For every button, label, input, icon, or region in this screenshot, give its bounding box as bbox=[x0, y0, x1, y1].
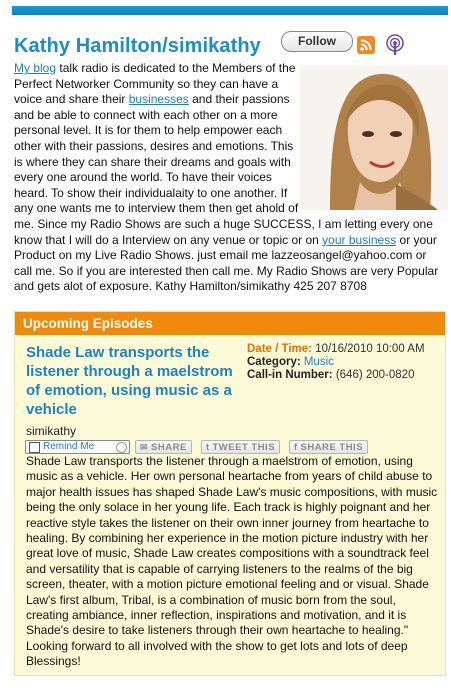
category-link[interactable]: Music bbox=[303, 356, 334, 368]
host-name: Kathy Hamilton/simikathy bbox=[14, 35, 261, 57]
episodes-header: Upcoming Episodes bbox=[15, 312, 445, 335]
upcoming-episodes-panel bbox=[14, 311, 446, 676]
follow-button[interactable]: Follow bbox=[281, 31, 353, 52]
episode-meta bbox=[247, 343, 442, 382]
twitter-icon: t bbox=[206, 442, 210, 452]
host-bio bbox=[14, 61, 446, 295]
remind-label: Remind Me bbox=[43, 441, 95, 452]
rss-icon[interactable] bbox=[357, 36, 375, 54]
profile-header bbox=[14, 33, 448, 61]
callin-label: Call-in Number: bbox=[247, 369, 333, 381]
episode-host[interactable]: simikathy bbox=[26, 424, 77, 438]
category-label: Category: bbox=[247, 356, 301, 368]
bio-text: and their passions and be able to connect with each other on a more personal level. It is for them to help empower each other with their passions, desires and emotions. This is where they can share their dreams and goals with every one around the world. To have their voices heard. To show their individualaity to one another. If any one wants me to interview them then get ahold of me. Since my Radio Shows are such a huge SUCCESS, I am letting every one know that I will do a Interview on any venue or topic or on bbox=[14, 92, 433, 247]
bio-text: talk radio is dedicated to the Members of the Perfect Networker Community so they can have a voice and share their bbox=[14, 61, 296, 107]
top-bar bbox=[12, 6, 448, 15]
date-label: Date / Time: bbox=[247, 343, 312, 355]
remind-me-button[interactable] bbox=[25, 440, 130, 454]
share-button[interactable] bbox=[135, 440, 192, 454]
episode-description: Shade Law transports the listener through a maelstrom of emotion, using music as a vehicle. Her own personal heartache from years of child abuse to major health issues has shaped Shade Law's music compositions, with music being the only solace in her young life. Each track is highly poignant and her reactive style takes the listener on their own inner journey from heartache to healing. By combining her experience in the motion picture industry with her great love of music, Shade Law creates compositions with a soundtrack feel and versatility that is capable of carrying listeners to the realms of the big screen, theater, with a motion picture emotional feeling and or visual. Shade Law's first album, Tribal, is a combination of music born from the soul, creating ambiance, inner reflection, inspirations and motivation, and it is Shade's desire to take listeners through their own heartache to healing." Looking forward to all involved with the show to get lots and lots of deep Blessings! bbox=[26, 454, 438, 669]
callin-number: (646) 200-0820 bbox=[335, 369, 415, 381]
clock-icon bbox=[116, 442, 127, 453]
your-business-link[interactable]: your business bbox=[322, 232, 397, 247]
tweet-label: TWEET THIS bbox=[212, 442, 276, 453]
episode-title-link[interactable]: Shade Law transports the listener through a maelstrom of emotion, using music as a vehicle bbox=[26, 344, 233, 418]
remind-checkbox[interactable] bbox=[29, 442, 40, 453]
businesses-link[interactable]: businesses bbox=[128, 92, 189, 107]
date-value: 10/16/2010 10:00 AM bbox=[315, 343, 425, 355]
facebook-icon: f bbox=[294, 442, 298, 452]
facebook-share-label: SHARE THIS bbox=[300, 442, 364, 453]
bio-text: or your Product on my Live Radio Shows. just email me lazzeosangel@yahoo.com or call me. So if you are interested then call me. My Radio Shows are very Popular and gets alot of exposure. Kathy Hamilton/simikathy 425 207 8708 bbox=[14, 232, 439, 294]
envelope-icon: ✉ bbox=[140, 442, 149, 452]
share-toolbar bbox=[25, 440, 445, 454]
share-label: SHARE bbox=[151, 442, 187, 453]
podcast-icon[interactable] bbox=[385, 34, 405, 54]
my-blog-link[interactable]: My blog bbox=[14, 61, 57, 75]
tweet-button[interactable] bbox=[201, 440, 280, 454]
facebook-share-button[interactable] bbox=[289, 440, 368, 454]
